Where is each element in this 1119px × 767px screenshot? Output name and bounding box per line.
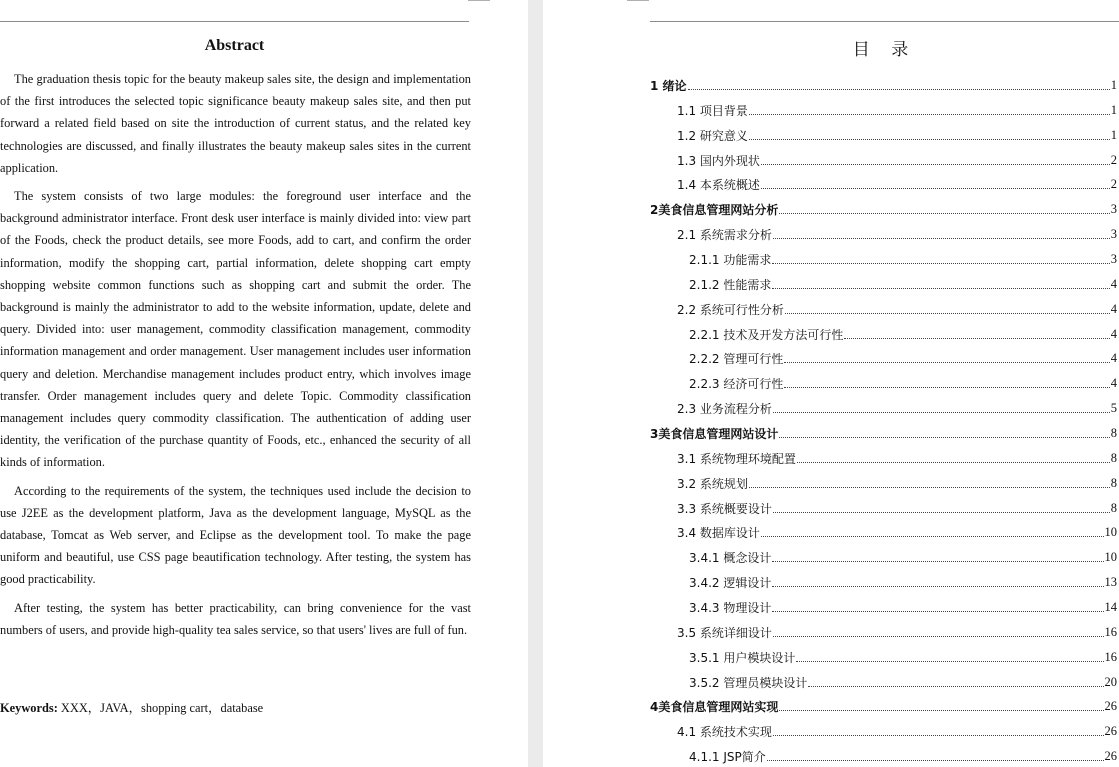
toc-entry-title: 1.1 项目背景 <box>677 103 748 118</box>
dot-leader <box>796 661 1103 662</box>
dot-leader <box>773 636 1104 637</box>
toc-entry[interactable] <box>543 297 1119 322</box>
page-corner-mark <box>627 0 649 1</box>
toc-entry-page: 4 <box>1110 376 1117 391</box>
toc-entry-page: 4 <box>1110 276 1117 291</box>
toc-entry[interactable] <box>543 322 1119 347</box>
keywords-line <box>0 698 263 718</box>
toc-entry-title: 1.3 国内外现状 <box>677 153 760 168</box>
toc-entry-page: 26 <box>1104 749 1117 764</box>
toc-entry-title: 4.1.1 JSP简介 <box>689 750 766 765</box>
toc-entry[interactable] <box>543 123 1119 148</box>
abstract-paragraph: The system consists of two large modules: the foreground user interface and the background administrator interface. Front desk user interface is mainly divided into: view part of the Foods, check the product details, see more Foods, add to cart, and confirm the order information, modify the shopping cart, partial information, delete shopping cart empty shopping website common functions such as shopping cart and submit the order. The background is mainly the administrator to add to the website information, update, delete and query. Divided into: user management, commodity classification management, commodity information management and order management. User management includes user information query and deletion. Merchandise management includes product entry, which involves image transfer. Order management includes query and delete Topic. Commodity classification management includes query commodity classification. The authentication of adding user identity, the verification of the purchase quantity of Foods, etc., enhanced the security of all kinds of information. <box>0 189 471 470</box>
toc-entry-title: 2.2.2 管理可行性 <box>689 352 784 367</box>
toc-entry-title: 1 绪论 <box>650 78 687 93</box>
dot-leader <box>797 462 1110 463</box>
toc-entry-page: 4 <box>1110 326 1117 341</box>
toc-entry-page: 10 <box>1104 550 1117 565</box>
dot-leader <box>749 487 1110 488</box>
toc-entry-page: 14 <box>1104 599 1117 614</box>
toc-entry-page: 8 <box>1110 475 1117 490</box>
dot-leader <box>772 586 1103 587</box>
toc-entry-page: 4 <box>1110 301 1117 316</box>
toc-entry[interactable] <box>543 73 1119 98</box>
toc-entry[interactable] <box>543 371 1119 396</box>
toc-entry-title: 2美食信息管理网站分析 <box>650 203 779 218</box>
toc-title: 目 录 <box>852 40 917 60</box>
toc-entry-title: 2.1 系统需求分析 <box>677 228 772 243</box>
toc-entry[interactable] <box>543 570 1119 595</box>
keywords-value: XXX，JAVA，shopping cart，database <box>57 701 264 715</box>
toc-entry[interactable] <box>543 346 1119 371</box>
toc-entry-page: 20 <box>1104 674 1117 689</box>
toc-entry-title: 3.5 系统详细设计 <box>677 625 772 640</box>
toc-entry-title: 2.1.2 性能需求 <box>689 277 772 292</box>
dot-leader <box>772 561 1103 562</box>
toc-entry-title: 3.4.2 逻辑设计 <box>689 576 772 591</box>
toc-entry-page: 16 <box>1104 624 1117 639</box>
toc-entry-page: 3 <box>1110 251 1117 266</box>
toc-entry-page: 26 <box>1104 699 1117 714</box>
toc-entry-title: 4.1 系统技术实现 <box>677 725 772 740</box>
dot-leader <box>772 288 1109 289</box>
dot-leader <box>844 338 1109 339</box>
header-rule <box>0 21 469 22</box>
abstract-paragraph: After testing, the system has better practicability, can bring convenience for the vast numbers of users, and provide high-quality tea sales service, so that users' lives are full of fun. <box>0 600 471 637</box>
header-rule <box>650 21 1119 22</box>
toc-entry-page: 3 <box>1110 202 1117 217</box>
toc-entry[interactable] <box>543 396 1119 421</box>
toc-entry-page: 13 <box>1104 575 1117 590</box>
dot-leader <box>773 735 1104 736</box>
toc-entry-title: 2.3 业务流程分析 <box>677 402 772 417</box>
toc-entry-title: 3.3 系统概要设计 <box>677 501 772 516</box>
toc-entry[interactable] <box>543 98 1119 123</box>
toc-entry[interactable] <box>543 272 1119 297</box>
toc-entry-title: 2.2.1 技术及开发方法可行性 <box>689 327 844 342</box>
dot-leader <box>784 362 1109 363</box>
dot-leader <box>779 710 1103 711</box>
toc-entry[interactable] <box>543 520 1119 545</box>
toc-page <box>543 0 1119 767</box>
toc-entry-title: 3.2 系统规划 <box>677 476 748 491</box>
toc-entry-title: 1.4 本系统概述 <box>677 178 760 193</box>
dot-leader <box>749 114 1110 115</box>
dot-leader <box>773 238 1110 239</box>
toc-entry-title: 1.2 研究意义 <box>677 128 748 143</box>
toc-entry[interactable] <box>543 645 1119 670</box>
toc-entry[interactable] <box>543 446 1119 471</box>
toc-entry[interactable] <box>543 670 1119 695</box>
dot-leader <box>761 164 1110 165</box>
toc-entry-title: 3.4.3 物理设计 <box>689 600 772 615</box>
toc-entry[interactable] <box>543 421 1119 446</box>
toc-entry-page: 3 <box>1110 227 1117 242</box>
toc-entry[interactable] <box>543 595 1119 620</box>
dot-leader <box>688 89 1110 90</box>
toc-entry-page: 8 <box>1110 450 1117 465</box>
toc-entry-page: 5 <box>1110 401 1117 416</box>
dot-leader <box>772 263 1109 264</box>
toc-entry[interactable] <box>543 719 1119 744</box>
dot-leader <box>761 536 1104 537</box>
toc-entry-page: 4 <box>1110 351 1117 366</box>
toc-entry-title: 4美食信息管理网站实现 <box>650 700 779 715</box>
toc-entry-title: 3.5.1 用户模块设计 <box>689 650 796 665</box>
toc-entry[interactable] <box>543 222 1119 247</box>
toc-entry-page: 10 <box>1104 525 1117 540</box>
toc-entry-page: 26 <box>1104 724 1117 739</box>
dot-leader <box>749 139 1110 140</box>
dot-leader <box>767 760 1104 761</box>
abstract-paragraph: The graduation thesis topic for the beauty makeup sales site, the design and implementation of the first introduces the selected topic significance beauty makeup sales site, and then put forward a related field based on site the introduction of current status, and the related key technologies are discussed, and finally illustrates the beauty makeup sales sites in the current application. <box>0 72 471 175</box>
toc-entry[interactable] <box>543 545 1119 570</box>
dot-leader <box>773 512 1110 513</box>
toc-entry-title: 2.2 系统可行性分析 <box>677 302 784 317</box>
toc-entry-page: 2 <box>1110 177 1117 192</box>
dot-leader <box>761 188 1110 189</box>
toc-entry[interactable] <box>543 744 1119 767</box>
toc-entry[interactable] <box>543 148 1119 173</box>
toc-entry-title: 3.1 系统物理环境配置 <box>677 451 796 466</box>
abstract-page <box>0 0 528 767</box>
toc-entry-page: 16 <box>1104 649 1117 664</box>
dot-leader <box>785 313 1110 314</box>
toc-entry-page: 1 <box>1110 102 1117 117</box>
page-corner-mark <box>468 0 490 1</box>
toc-entry[interactable] <box>543 496 1119 521</box>
toc-entry[interactable] <box>543 197 1119 222</box>
dot-leader <box>784 387 1109 388</box>
toc-entry[interactable] <box>543 247 1119 272</box>
abstract-paragraph: According to the requirements of the system, the techniques used include the decision to use J2EE as the development platform, Java as the development language, MySQL as the database, Tomcat as Web server, and Eclipse as the development tool. To make the page uniform and beautiful, use CSS page beautification technology. After testing, the system has good practicability. <box>0 483 471 587</box>
dot-leader <box>779 437 1109 438</box>
toc-entry-title: 2.2.3 经济可行性 <box>689 377 784 392</box>
toc-entry-page: 2 <box>1110 152 1117 167</box>
toc-entry-page: 8 <box>1110 500 1117 515</box>
table-of-contents <box>543 73 1119 767</box>
keywords-label: Keywords: <box>0 701 58 715</box>
toc-entry-page: 1 <box>1110 127 1117 142</box>
dot-leader <box>779 213 1109 214</box>
dot-leader <box>808 686 1103 687</box>
toc-entry[interactable] <box>543 694 1119 719</box>
toc-entry-title: 3美食信息管理网站设计 <box>650 426 779 441</box>
toc-entry[interactable] <box>543 172 1119 197</box>
toc-entry[interactable] <box>543 620 1119 645</box>
abstract-body <box>0 68 471 647</box>
toc-entry-title: 2.1.1 功能需求 <box>689 252 772 267</box>
toc-entry-title: 3.4.1 概念设计 <box>689 551 772 566</box>
toc-entry-page: 1 <box>1110 77 1117 92</box>
dot-leader <box>773 412 1110 413</box>
abstract-title: Abstract <box>204 37 265 54</box>
toc-entry-title: 3.4 数据库设计 <box>677 526 760 541</box>
toc-entry-title: 3.5.2 管理员模块设计 <box>689 675 808 690</box>
dot-leader <box>772 611 1103 612</box>
toc-entry-page: 8 <box>1110 425 1117 440</box>
toc-entry[interactable] <box>543 471 1119 496</box>
